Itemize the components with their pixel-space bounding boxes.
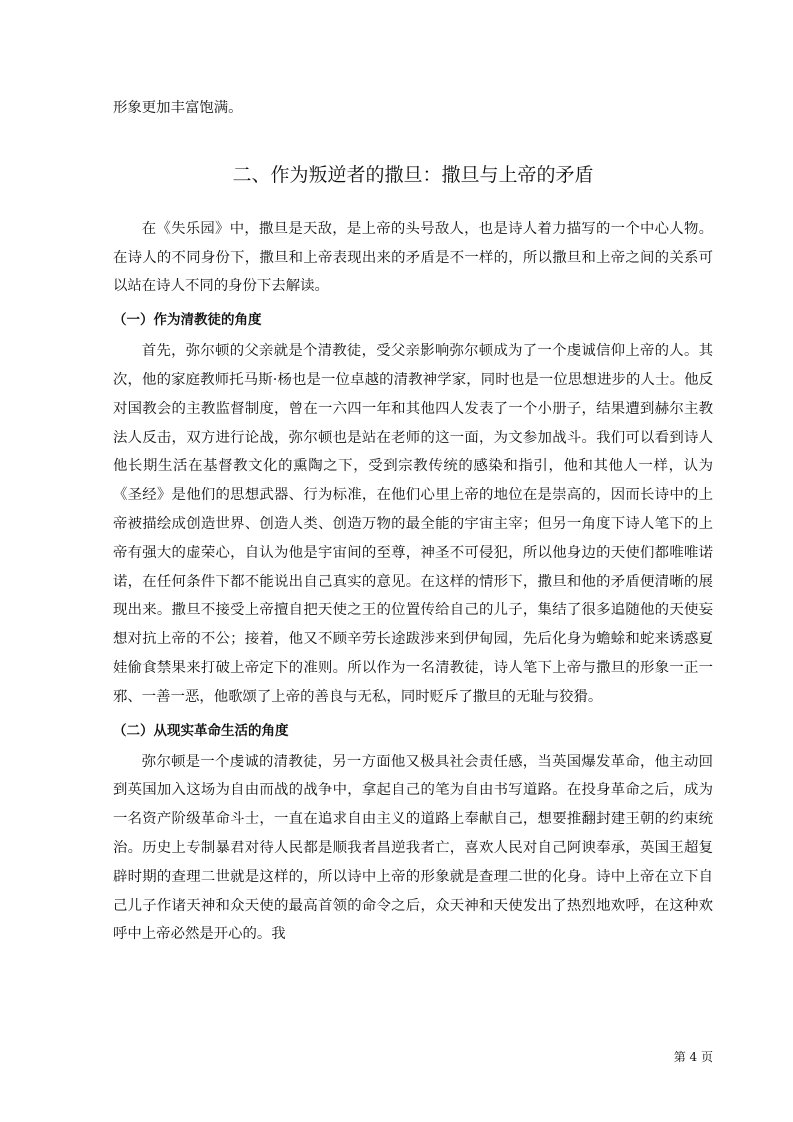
subsection-title-puritan: （一）作为清教徒的角度	[113, 312, 262, 329]
page-number: 第 4 页	[673, 1050, 713, 1064]
section-heading: 二、作为叛逆者的撒旦：撒旦与上帝的矛盾	[232, 163, 594, 186]
subsection-title-revolution: （二）从现实革命生活的角度	[113, 722, 289, 739]
subsection-paragraph-puritan: 首先，弥尔顿的父亲就是个清教徒，受父亲影响弥尔顿成为了一个虔诚信仰上帝的人。其次，他的家庭教师托马斯·杨也是一位卓越的清教神学家，同时也是一位思想进步的人士。他反对国教会的主教监督制度，曾在一六四一年和其他四人发表了一个小册子，结果遭到赫尔主教法人反击，双方进行论战，弥尔顿也是站在老师的这一面，为文参加战斗。我们可以看到诗人他长期生活在基督教文化的熏陶之下，受到宗教传统的感染和指引，他和其他人一样，认为《圣经》是他们的思想武器、行为标准，在他们心里上帝的地位在是崇高的，因而长诗中的上帝被描绘成创造世界、创造人类、创造万物的最全能的宇宙主宰；但另一角度下诗人笔下的上帝有强大的虚荣心，自认为他是宇宙间的至尊，神圣不可侵犯，所以他身边的天使们都唯唯诺诺，在任何条件下都不能说出自己真实的意见。在这样的情形下，撒旦和他的矛盾便清晰的展现出来。撒旦不接受上帝擅自把天使之王的位置传给自己的儿子，集结了很多追随他的天使妄想对抗上帝的不公；接着，他又不顾辛劳长途跋涉来到伊甸园，先后化身为蟾蜍和蛇来诱惑夏娃偷食禁果来打破上帝定下的准则。所以作为一名清教徒，诗人笔下上帝与撒旦的形象一正一邪、一善一恶，他歌颂了上帝的善良与无私，同时贬斥了撒旦的无耻与狡猾。	[113, 343, 713, 705]
intro-paragraph: 在《失乐园》中，撒旦是天敌，是上帝的头号敌人，也是诗人着力描写的一个中心人物。在诗人的不同身份下，撒旦和上帝表现出来的矛盾是不一样的，所以撒旦和上帝之间的关系可以站在诗人不同的身份下去解读。	[113, 220, 713, 295]
subsection-paragraph-revolution: 弥尔顿是一个虔诚的清教徒，另一方面他又极具社会责任感，当英国爆发革命，他主动回到英国加入这场为自由而战的战争中，拿起自己的笔为自由书写道路。在投身革命之后，成为一名资产阶级革命斗士，一直在追求自由主义的道路上奉献自己，想要推翻封建王朝的约束统治。历史上专制暴君对待人民都是顺我者昌逆我者亡，喜欢人民对自己阿谀奉承，英国王超复辟时期的查理二世就是这样的，所以诗中上帝的形象就是查理二世的化身。诗中上帝在立下自己儿子作诸天神和众天使的最高首领的命令之后，众天神和天使发出了热烈地欢呼，在这种欢呼中上帝必然是开心的。我	[113, 753, 713, 943]
page-body	[113, 94, 713, 949]
lead-fragment: 形象更加丰富饱满。	[113, 100, 243, 116]
